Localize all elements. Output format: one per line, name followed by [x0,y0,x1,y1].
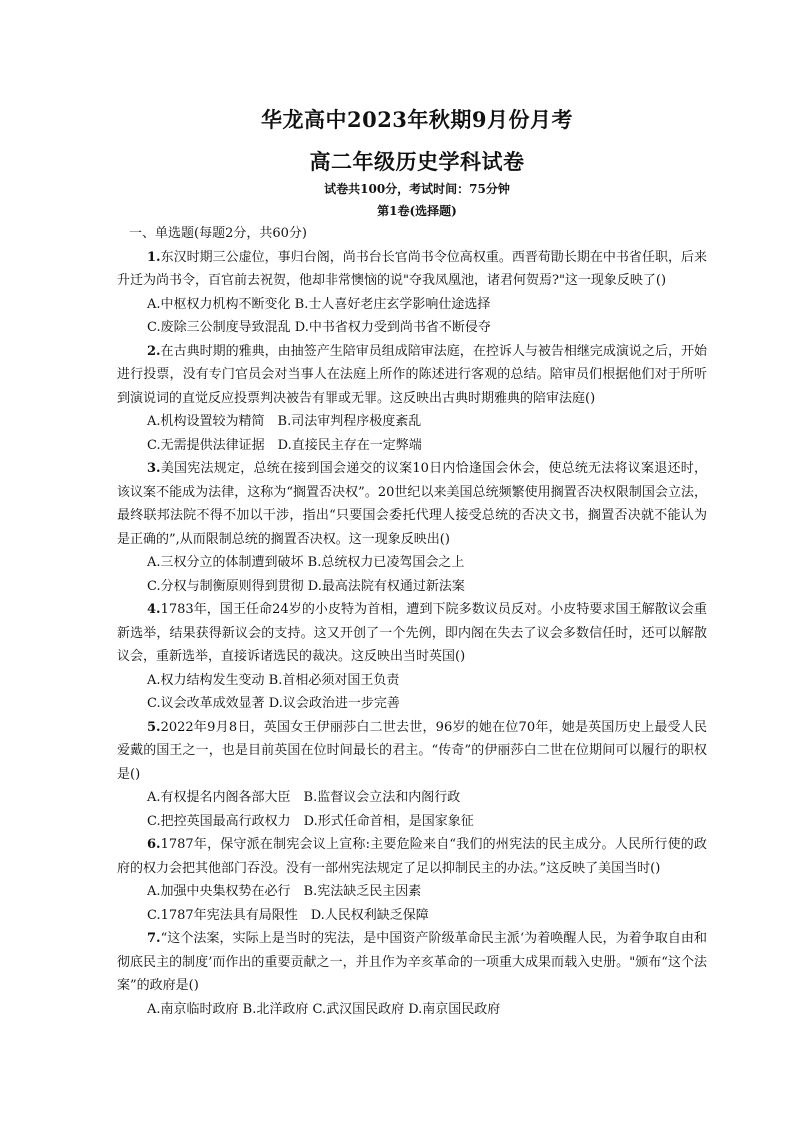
option-line: C.把控英国最高行政权力 D.形式任命首相，是国家象征 [147,813,474,829]
question-text [117,833,707,880]
option-line: C.无需提供法律证据 D.直接民主存在一定弊端 [147,437,422,453]
question-stem: 在古典时期的雅典，由抽签产生陪审员组成陪审法庭，在控诉人与被告相继完成演说之后，开始进行投票，没有专门官员会对当事人在法庭上所作的陈述进行客观的总结。陪审员们根据他们对于所听到演说词的直觉反应投票判决被告有罪或无罪。这反映出古典时期雅典的陪审法庭() [117,343,707,406]
option-line: A.中枢权力机构不断变化 B.士人喜好老庄玄学影响仕途选择 [147,296,491,312]
option-line: A.机构设置较为精简 B.司法审判程序极度紊乱 [147,414,422,429]
question-2 [117,340,707,458]
option-line: A.南京临时政府 B.北洋政府 C.武汉国民政府 D.南京国民政府 [147,1001,501,1017]
question-5 [117,716,707,834]
question-6 [117,833,707,927]
question-number: 7. [147,931,161,946]
question-number: 6. [147,837,161,852]
question-stem: 东汉时期三公虚位，事归台阁，尚书台长官尚书令位高权重。西晋荀勖长期在中书省任职，后来升迁为尚书令，百官前去祝贺，他却非常懊恼的说"夺我凤凰池，诸君何贺焉?"这一现象反映了() [117,249,707,288]
question-stem: 2022年9月8日，英国女王伊丽莎白二世去世，96岁的她在位70年，她是英国历史上最受人民爱戴的国王之一，也是目前英国在位时间最长的君主。“传奇”的伊丽莎白二世在位期间可以履行的职权是() [117,719,707,782]
question-number: 2. [147,343,161,359]
option-line: A.加强中央集权势在必行 B.宪法缺乏民主因素 [147,884,422,899]
question-text [117,340,707,411]
exam-content [117,222,707,1021]
question-stem: 1783年，国王任命24岁的小皮特为首相，遭到下院多数议员反对。小皮特要求国王解散议会重新选举，结果获得新议会的支持。这又开创了一个先例，即内阁在失去了议会多数信任时，还可以解散议会，重新选举，直接诉诸选民的裁决。这反映出当时英国() [117,602,707,664]
exam-meta: 试卷共100分，考试时间：75分钟 [324,182,510,196]
option-line: A.三权分立的体制遭到破坏 B.总统权力已凌驾国会之上 [147,555,465,570]
question-number: 5. [147,719,161,735]
question-text [117,246,707,293]
question-text [117,457,707,551]
question-4 [117,598,707,716]
question-3 [117,457,707,598]
question-7 [117,927,707,1021]
question-text [117,927,707,998]
question-stem: “这个法案，实际上是当时的宪法，是中国资产阶级革命民主派‘为着唤醒人民，为着争取自由和彻底民主的制度’而作出的重要贡献之一，并且作为辛亥革命的一项重大成果而载入史册。"颁布“这个法案”的政府是() [117,931,707,993]
question-1 [117,246,707,340]
option-line: C.分权与制衡原则得到贯彻 D.最高法院有权通过新法案 [147,578,465,594]
question-number: 1. [147,249,161,265]
question-text [117,716,707,787]
option-line: A.有权提名内阁各部大臣 B.监督议会立法和内阁行政 [147,790,461,805]
question-stem: 美国宪法规定，总统在接到国会递交的议案10日内恰逢国会休会，使总统无法将议案退还时，该议案不能成为法律，这称为“搁置否决权”。20世纪以来美国总统频繁使用搁置否决权限制国会立法，最终联邦法院不得不加以干涉，指出“只要国会委托代理人接受总统的否决文书，搁置否决就不能认为是正确的”,从而限制总统的搁置否决权。这一现象反映出() [117,461,707,547]
question-number: 4. [147,602,161,617]
question-stem: 1787年，保守派在制宪会议上宣称:主要危险来自“我们的州宪法的民主成分。人民所行使的政府的权力会把其他部门吞没。没有一部州宪法规定了足以抑制民主的办法。”这反映了美国当时() [117,837,707,876]
question-text [117,598,707,669]
option-line: C.废除三公制度导致混乱 D.中书省权力受到尚书省不断侵夺 [147,320,491,335]
option-line: A.权力结构发生变动 B.首相必须对国王负责 [147,672,400,688]
option-line: C.1787年宪法具有局限性 D.人民权利缺乏保障 [147,907,429,923]
exam-title: 华龙高中2023年秋期9月份月考 [260,107,574,132]
exam-subtitle: 高二年级历史学科试卷 [309,149,525,174]
section-heading: 一、单选题(每题2分，共60分) [129,226,307,241]
option-line: C.议会改革成效显著 D.议会政治进一步完善 [147,696,400,711]
question-number: 3. [147,461,161,476]
volume-heading: 第1卷(选择题) [377,204,457,218]
